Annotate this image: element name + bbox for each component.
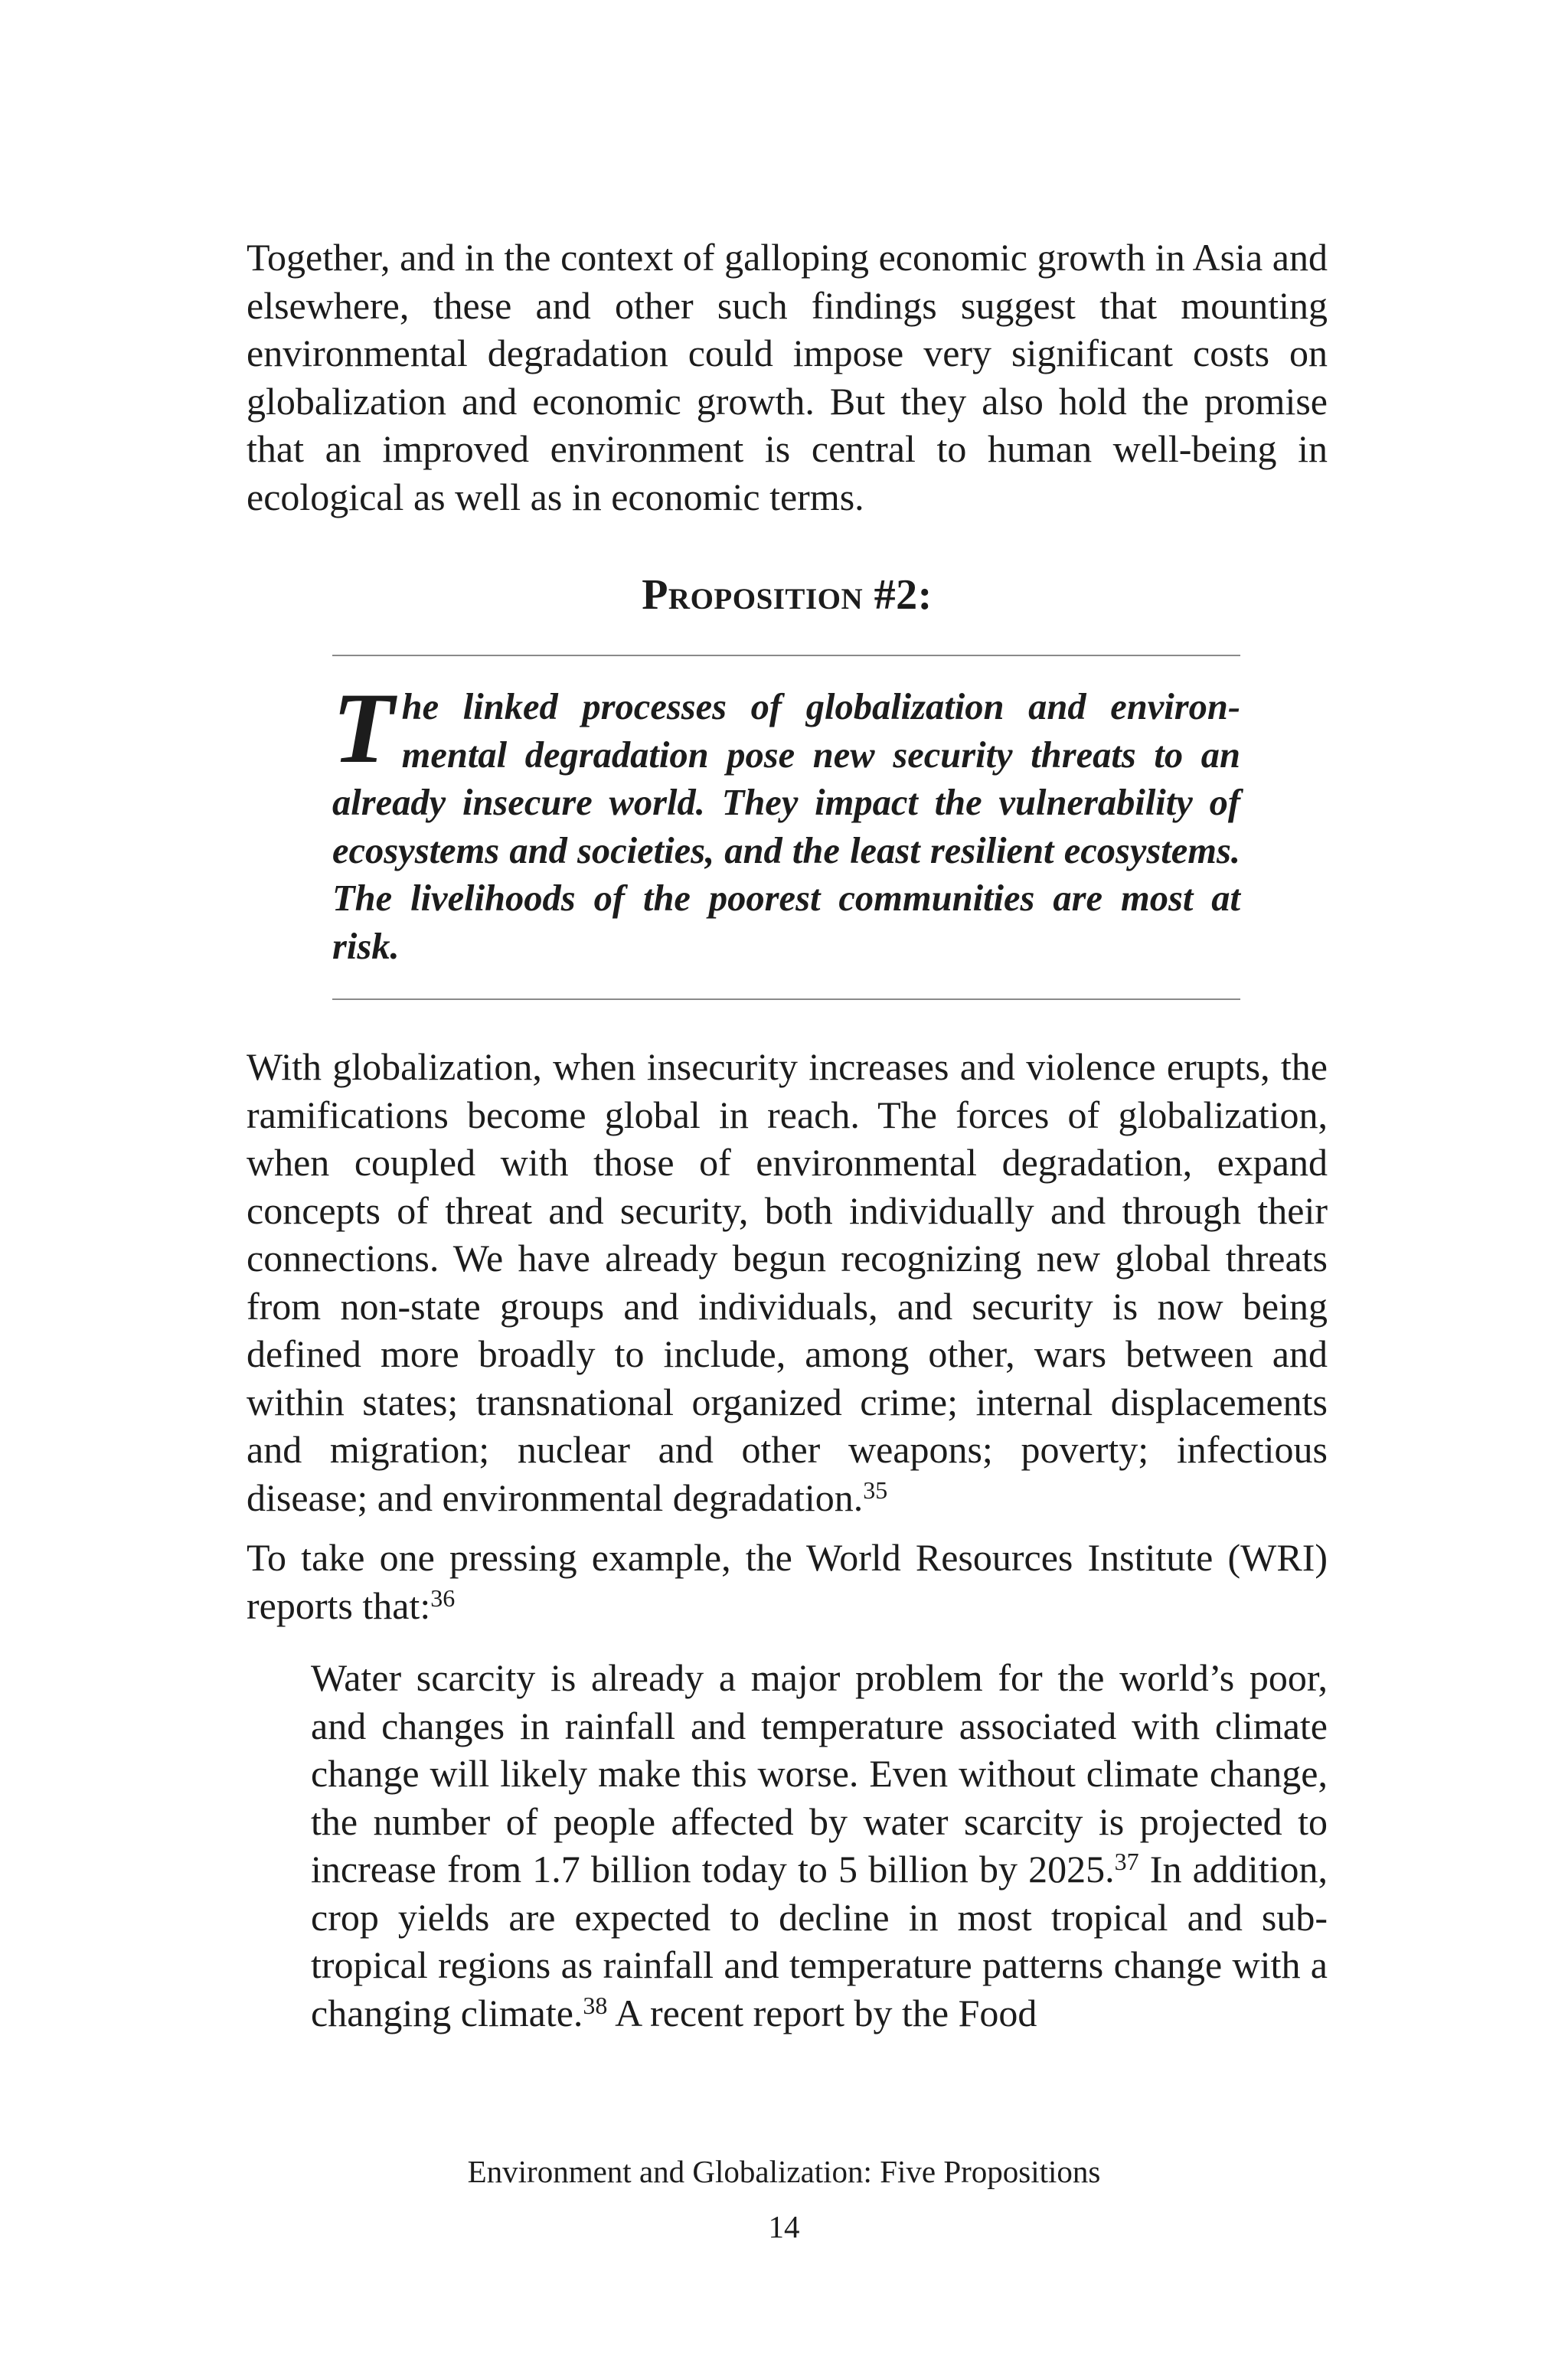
paragraph-2-text: With globalization, when insecurity increases and violence erupts, the ramifications become global in reach. The forces of globalization, when coupled with those of environmental degradation, expand concepts of threat and security, both individually and through their connections. We have already begun recognizing new global threats from non-state groups and individuals, and security is now being defined more broadly to include, among other, wars between and within states; transnational organized crime; internal displacements and migration; nuclear and other weapons; poverty; infectious disease; and environmental degradation.	[247, 1045, 1328, 1519]
body-paragraph-2	[247, 1043, 1328, 1521]
page-number: 14	[768, 2209, 800, 2244]
paragraph-3-text: To take one pressing example, the World Resources Institute (WRI) reports that:	[247, 1536, 1328, 1627]
quote-part-1: Water scarcity is already a major problem for the world’s poor, and changes in rainfall and temperature associated with climate change will likely make this worse. Even without climate change, the number of people affected by water scarcity is projected to increase from 1.7 billion today to 5 billion by 2025.	[311, 1656, 1328, 1891]
proposition-statement	[332, 672, 1240, 971]
running-footer-title: Environment and Globalization: Five Propositions	[467, 2154, 1101, 2189]
body-paragraph-1: Together, and in the context of galloping economic growth in Asia and elsewhere, these and other such findings suggest that mounting environmental degradation could impose very significant costs on globalization and economic growth. But they also hold the promise that an improved environment is central to human well-being in ecological as well as in economic terms.	[247, 236, 1328, 518]
footnote-ref-35: 35	[863, 1476, 888, 1504]
proposition-heading: Proposition #2:	[642, 571, 933, 619]
block-quote	[311, 1654, 1328, 2037]
footnote-ref-36: 36	[430, 1583, 456, 1612]
bottom-rule	[332, 998, 1240, 1000]
footnote-ref-38: 38	[583, 1991, 608, 2019]
quote-part-2: In addition, crop yields are expected to decline in most tropical and sub-tropical regions as rainfall and temperature patterns change with a changing climate.	[311, 1848, 1328, 2034]
drop-cap: T	[332, 672, 394, 784]
proposition-text: he linked processes of globalization and environmental degradation pose new security threats to an already insecure world. They impact the vulnerability of ecosystems and societies, and the least resilient ecosystems. The livelihoods of the poorest communities are most at risk.	[332, 687, 1240, 967]
body-paragraph-3	[247, 1534, 1328, 1629]
footnote-ref-37: 37	[1114, 1848, 1139, 1875]
quote-part-3: A recent report by the Food	[607, 1991, 1037, 2034]
top-rule	[332, 655, 1240, 656]
